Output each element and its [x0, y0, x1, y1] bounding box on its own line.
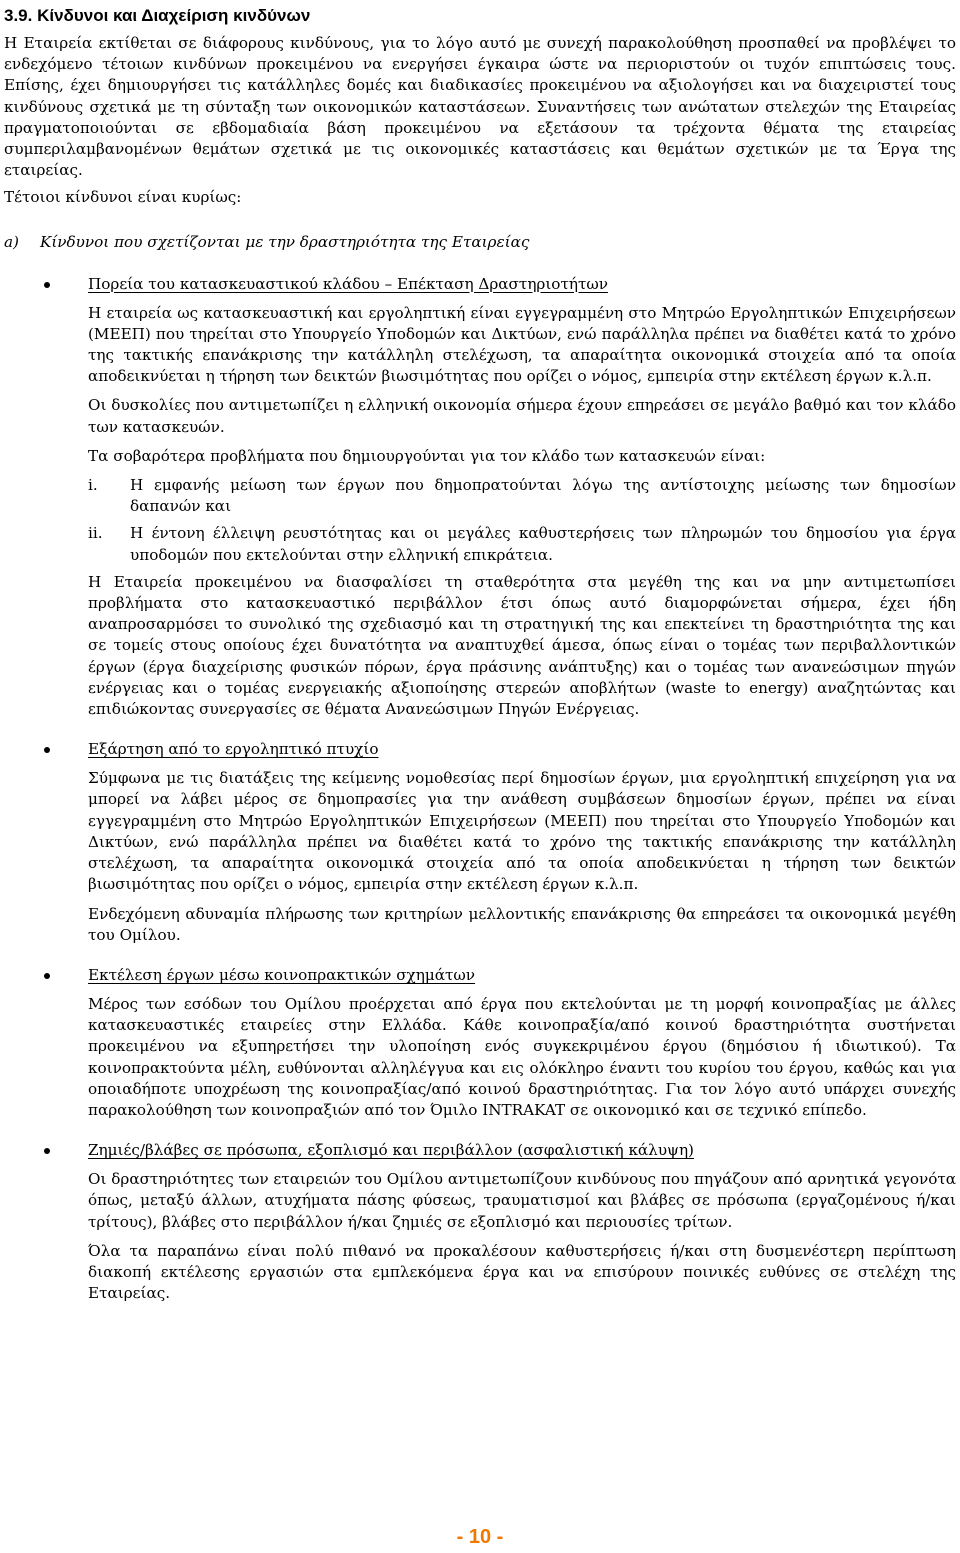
risk-bullet-list — [4, 273, 956, 1305]
roman-numeral: i. — [88, 476, 98, 495]
intro-paragraph: Η Εταιρεία εκτίθεται σε διάφορους κινδύνους, για το λόγο αυτό με συνεχή παρακολούθηση προσπαθεί να προβλέψει το ενδεχόμενο τέτοιων κινδύνων προκειμένου να ενεργήσει έγκαιρα ώστε να περιοριστούν οι τυχόν επιπτώσεις τους. Επίσης, έχει δημιουργήσει τις κατάλληλες δομές και διαδικασίες προκειμένου να αξιολογήσει και να διαχειριστεί τους κινδύνους σχετικά με τη σύνταξη των οικονομικών καταστάσεων. Συναντήσεις των ανώτατων στελεχών της Εταιρείας πραγματοποιούνται σε εβδομαδιαία βάση προκειμένου να εξετάσουν τα τρέχοντα θέματα της εταιρείας συμπεριλαμβανομένων θεμάτων σχετικά με τις οικονομικές καταστάσεις και θεμάτων σχετικών με τα Έργα της εταιρείας. — [4, 34, 956, 180]
subsection-a-label: a) — [4, 232, 19, 251]
bullet-heading: Εκτέλεση έργων μέσω κοινοπρακτικών σχημάτων — [88, 965, 476, 984]
bullet-dot-icon — [44, 1148, 50, 1154]
risk-bullet-item — [88, 273, 956, 721]
bullet-dot-icon — [44, 747, 50, 753]
bullet-paragraph: Μέρος των εσόδων του Ομίλου προέρχεται από έργα που εκτελούνται με τη μορφή κοινοπραξίας με άλλες κατασκευαστικές εταιρείες στην Ελλάδα. Κάθε κοινοπραξία/από κοινού δραστηριότητα συστήνεται προκειμένου να εξυπηρετήσει την υλοποίηση ενός συγκεκριμένου έργου (δημόσιου ή ιδιωτικού). Τα κοινοπρακτούντα μέλη, ευθύνονται αλληλέγγυα και εις ολόκληρο έναντι του κυρίου του έργου, καθώς και για οποιαδήποτε υποχρέωση της κοινοπραξίας/από κοινού δραστηριότητας. Για τον λόγο αυτό υπάρχει συνεχής παρακολούθηση των κοινοπραξιών από τον Όμιλο INTRAKAT σε οικονομικό και σε τεχνικό επίπεδο. — [88, 994, 956, 1119]
bullet-paragraph: Ενδεχόμενη αδυναμία πλήρωσης των κριτηρίων μελλοντικής επανάκρισης θα επηρεάσει τα οικονομικά μεγέθη του Ομίλου. — [88, 904, 956, 944]
bullet-heading: Ζημιές/βλάβες σε πρόσωπα, εξοπλισμό και περιβάλλον (ασφαλιστική κάλυψη) — [88, 1141, 694, 1160]
roman-text: Η έντονη έλλειψη ρευστότητας και οι μεγάλες καθυστερήσεις των πληρωμών του δημοσίου για έργα υποδομών που εκτελούνται στην ελληνική επικράτεια. — [130, 524, 956, 564]
bullet-paragraph: Η εταιρεία ως κατασκευαστική και εργοληπτική είναι εγγεγραμμένη στο Μητρώο Εργοληπτικών Επιχειρήσεων (ΜΕΕΠ) που τηρείται στο Υπουργείο Υποδομών και Δικτύων, ενώ παράλληλα πρέπει να διαθέτει κατά το χρόνο της τακτικής επανάκρισης την κατάλληλη στελέχωση, τα απαραίτητα οικονομικά στοιχεία από τα οποία αποδεικνύεται η τήρηση των δεικτών βιωσιμότητας που ορίζει ο νόμος, εμπειρία στην εκτέλεση έργων κ.λ.π. — [88, 303, 956, 386]
bullet-dot-icon — [44, 282, 50, 288]
bullet-paragraph: Σύμφωνα με τις διατάξεις της κείμενης νομοθεσίας περί δημοσίων έργων, μια εργοληπτική επιχείρηση για να μπορεί να λάβει μέρος σε δημοπρασίες για την ανάθεση συμβάσεων δημοσίων έργων, πρέπει να είναι εγγεγραμμένη στο Μητρώο Εργοληπτικών Επιχειρήσεων (ΜΕΕΠ) που τηρείται στο Υπουργείο Υποδομών και Δικτύων, ενώ παράλληλα πρέπει να διαθέτει κατά το χρόνο της τακτικής επανάκρισης την κατάλληλη στελέχωση, τα απαραίτητα οικονομικά στοιχεία από τα οποία αποδεικνύεται η τήρηση των δεικτών βιωσιμότητας που ορίζει ο νόμος, εμπειρία στην εκτέλεση έργων κ.λ.π. — [88, 769, 956, 894]
bullet-paragraph: Τα σοβαρότερα προβλήματα που δημιουργούνται για τον κλάδο των κατασκευών είναι: — [88, 446, 766, 465]
risk-bullet-item — [88, 738, 956, 946]
roman-text: Η εμφανής μείωση των έργων που δημοπρατούνται λόγω της αντίστοιχης μείωσης των δημοσίων δαπανών και — [130, 476, 956, 516]
bullet-paragraph: Οι δραστηριότητες των εταιρειών του Ομίλου αντιμετωπίζουν κινδύνους που πηγάζουν από αρνητικά γεγονότα όπως, μεταξύ άλλων, ατυχήματα πάσης φύσεως, τραυματισμοί και βλάβες σε πρόσωπα (εργαζομένους ή/και τρίτους), βλάβες στο περιβάλλον ή/και ζημιές σε εξοπλισμό και περιουσίες τρίτων. — [88, 1170, 956, 1231]
risk-bullet-item — [88, 1139, 956, 1304]
bullet-paragraph: Η Εταιρεία προκειμένου να διασφαλίσει τη σταθερότητα στα μεγέθη της και να μην αντιμετωπίσει προβλήματα στο κατασκευαστικό περιβάλλον έτσι όπως αυτό διαμορφώνεται σήμερα, έχει ήδη αναπροσαρμόσει το συνολικό της σχεδιασμό και τη στρατηγική της και επεκτείνει τη δραστηριότητα της και σε τομείς στους οποίους έχει δυνατότητα να αναπτυχθεί άμεσα, όπως είναι ο τομέας των περιβαλλοντικών έργων (έργα διαχείρισης φυσικών πόρων, έργα πράσινης ανάπτυξης) και ο τομέας των ανανεώσιμων πηγών ενέργειας και ο τομέας ενεργειακής αξιοποίησης στερεών αποβλήτων (waste to energy) αναζητώντας και επιδιώκοντας συνεργασίες σε θέματα Ανανεώσιμων Πηγών Ενέργειας. — [88, 572, 956, 719]
page-number: - 10 - — [456, 1526, 504, 1548]
section-heading — [4, 5, 956, 27]
risk-bullet-item — [88, 964, 956, 1121]
section-number: 3.9. — [4, 6, 33, 25]
bullet-dot-icon — [44, 973, 50, 979]
roman-numeral: ii. — [88, 524, 103, 543]
section-title: Κίνδυνοι και Διαχείριση κινδύνων — [37, 6, 311, 25]
roman-list-item — [88, 475, 956, 517]
bullet-heading: Πορεία του κατασκευαστικού κλάδου – Επέκταση Δραστηριοτήτων — [88, 274, 608, 293]
risks-intro: Τέτοιοι κίνδυνοι είναι κυρίως: — [4, 188, 242, 207]
roman-list-item — [88, 523, 956, 565]
bullet-paragraph: Όλα τα παραπάνω είναι πολύ πιθανό να προκαλέσουν καθυστερήσεις ή/και στη δυσμενέστερη περίπτωση διακοπή εκτέλεσης εργασιών στα εμπλεκόμενα έργα και να επισύρουν ποινικές ευθύνες σε στελέχη της Εταιρείας. — [88, 1241, 956, 1303]
subsection-a-heading — [4, 231, 956, 253]
bullet-heading: Εξάρτηση από το εργοληπτικό πτυχίο — [88, 740, 379, 759]
bullet-paragraph: Οι δυσκολίες που αντιμετωπίζει η ελληνική οικονομία σήμερα έχουν επηρεάσει σε μεγάλο βαθμό και τον κλάδο των κατασκευών. — [88, 396, 956, 436]
subsection-a-title: Κίνδυνοι που σχετίζονται με την δραστηριότητα της Εταιρείας — [40, 232, 530, 251]
